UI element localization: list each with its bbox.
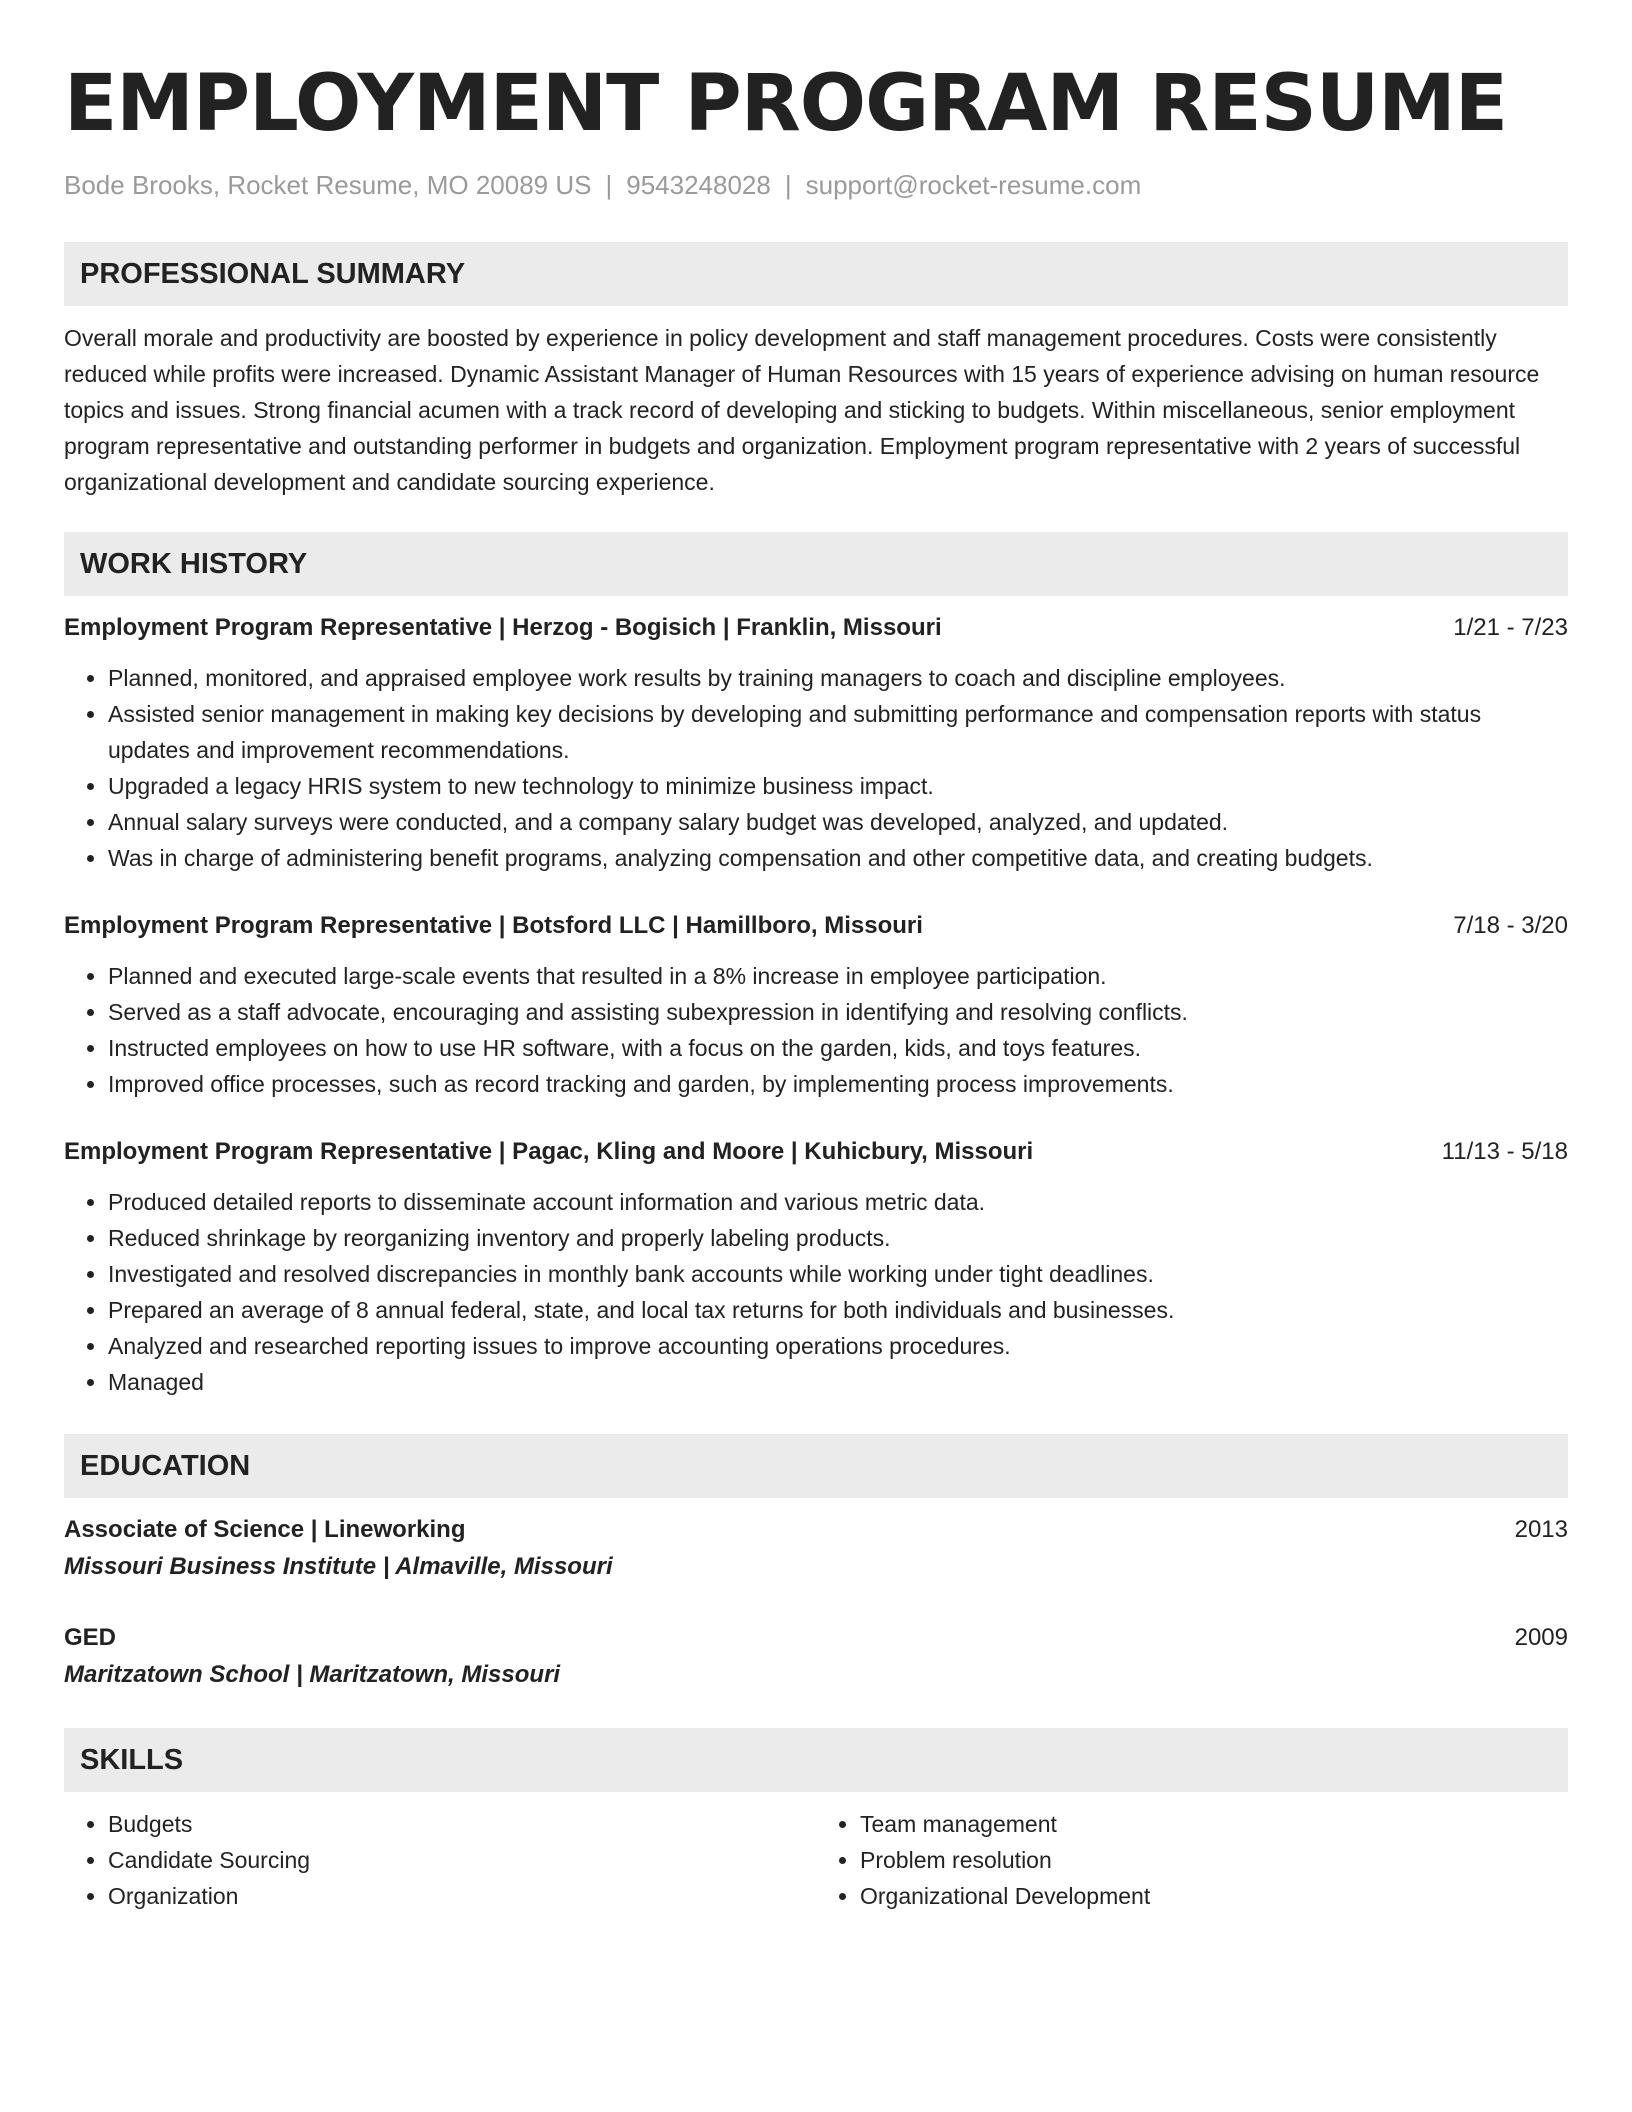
job-entry: [64, 610, 1568, 876]
job-bullet: • Analyzed and researched reporting issues to improve accounting operations procedures.: [108, 1328, 1568, 1364]
job-bullet: • Managed: [108, 1364, 1568, 1400]
job-header: [64, 908, 1568, 944]
skill-item: • Team management: [860, 1806, 1568, 1842]
education-year: 2013: [1514, 1516, 1568, 1543]
job-date: 7/18 - 3/20: [1453, 912, 1568, 939]
skill-item: • Organization: [108, 1878, 816, 1914]
contact-email: support@rocket-resume.com: [805, 170, 1142, 200]
skills-section: [64, 1728, 1568, 1914]
contact-phone: 9543248028: [626, 170, 771, 200]
job-bullet: • Reduced shrinkage by reorganizing inventory and properly labeling products.: [108, 1220, 1568, 1256]
job-bullet: • Annual salary surveys were conducted, and a company salary budget was developed, analyzed, and updated.: [108, 804, 1568, 840]
job-bullets: [64, 958, 1568, 1102]
job-bullets: [64, 1184, 1568, 1400]
education-degree: GED: [64, 1624, 117, 1651]
contact-line: [64, 168, 1568, 202]
summary-text: Overall morale and productivity are boosted by experience in policy development and staff management procedures. Costs were consistently reduced while profits were increased. Dynamic Assistant Manager of Human Resources with 15 years of experience advising on human resource topics and issues. Strong financial acumen with a track record of developing and sticking to budgets. Within miscellaneous, senior employment program representative and outstanding performer in budgets and organization. Employment program representative with 2 years of successful organizational development and candidate sourcing experience.: [64, 325, 1540, 495]
skills-column-right: [816, 1806, 1568, 1914]
job-bullet: • Improved office processes, such as record tracking and garden, by implementing process improvements.: [108, 1066, 1568, 1102]
job-title: Employment Program Representative | Botsford LLC | Hamillboro, Missouri: [64, 912, 923, 939]
job-date: 1/21 - 7/23: [1453, 614, 1568, 641]
skill-item: • Candidate Sourcing: [108, 1842, 816, 1878]
job-title: Employment Program Representative | Pagac, Kling and Moore | Kuhicbury, Missouri: [64, 1138, 1034, 1165]
job-bullet: • Instructed employees on how to use HR software, with a focus on the garden, kids, and toys features.: [108, 1030, 1568, 1066]
contact-separator: |: [784, 170, 792, 200]
job-bullet: • Investigated and resolved discrepancies in monthly bank accounts while working under tight deadlines.: [108, 1256, 1568, 1292]
education-heading: EDUCATION: [64, 1434, 1568, 1498]
education-school: Missouri Business Institute | Almaville, Missouri: [64, 1553, 613, 1580]
work-history-heading: WORK HISTORY: [64, 532, 1568, 596]
job-bullet: • Served as a staff advocate, encouraging and assisting subexpression in identifying and resolving conflicts.: [108, 994, 1568, 1030]
job-bullet: • Assisted senior management in making key decisions by developing and submitting performance and compensation reports with status updates and improvement recommendations.: [108, 696, 1568, 768]
resume-title: EMPLOYMENT PROGRAM RESUME: [64, 59, 1508, 149]
skills-heading: SKILLS: [64, 1728, 1568, 1792]
contact-separator: |: [605, 170, 613, 200]
education-entry: [64, 1512, 1568, 1586]
job-date: 11/13 - 5/18: [1441, 1138, 1568, 1165]
education-school: Maritzatown School | Maritzatown, Missouri: [64, 1661, 561, 1688]
education-entry: [64, 1620, 1568, 1694]
skill-item: • Problem resolution: [860, 1842, 1568, 1878]
job-header: [64, 1134, 1568, 1170]
work-history-section: [64, 532, 1568, 1400]
job-bullet: • Prepared an average of 8 annual federal, state, and local tax returns for both individuals and businesses.: [108, 1292, 1568, 1328]
summary-heading: PROFESSIONAL SUMMARY: [64, 242, 1568, 306]
education-year: 2009: [1514, 1624, 1568, 1651]
skills-column-left: [64, 1806, 816, 1914]
education-section: [64, 1434, 1568, 1694]
job-bullet: • Was in charge of administering benefit programs, analyzing compensation and other competitive data, and creating budgets.: [108, 840, 1568, 876]
job-entry: [64, 908, 1568, 1102]
education-degree: Associate of Science | Lineworking: [64, 1516, 466, 1543]
skill-item: • Budgets: [108, 1806, 816, 1842]
skills-grid: [64, 1806, 1568, 1914]
job-bullet: • Planned and executed large-scale events that resulted in a 8% increase in employee participation.: [108, 958, 1568, 994]
job-entry: [64, 1134, 1568, 1400]
job-bullet: • Produced detailed reports to disseminate account information and various metric data.: [108, 1184, 1568, 1220]
job-title: Employment Program Representative | Herzog - Bogisich | Franklin, Missouri: [64, 614, 942, 641]
job-header: [64, 610, 1568, 646]
job-bullet: • Planned, monitored, and appraised employee work results by training managers to coach and discipline employees.: [108, 660, 1568, 696]
summary-section: [64, 242, 1568, 500]
job-bullets: [64, 660, 1568, 876]
job-bullet: • Upgraded a legacy HRIS system to new technology to minimize business impact.: [108, 768, 1568, 804]
education-header: [64, 1620, 1568, 1656]
skill-item: • Organizational Development: [860, 1878, 1568, 1914]
education-header: [64, 1512, 1568, 1548]
contact-address: Bode Brooks, Rocket Resume, MO 20089 US: [64, 170, 592, 200]
